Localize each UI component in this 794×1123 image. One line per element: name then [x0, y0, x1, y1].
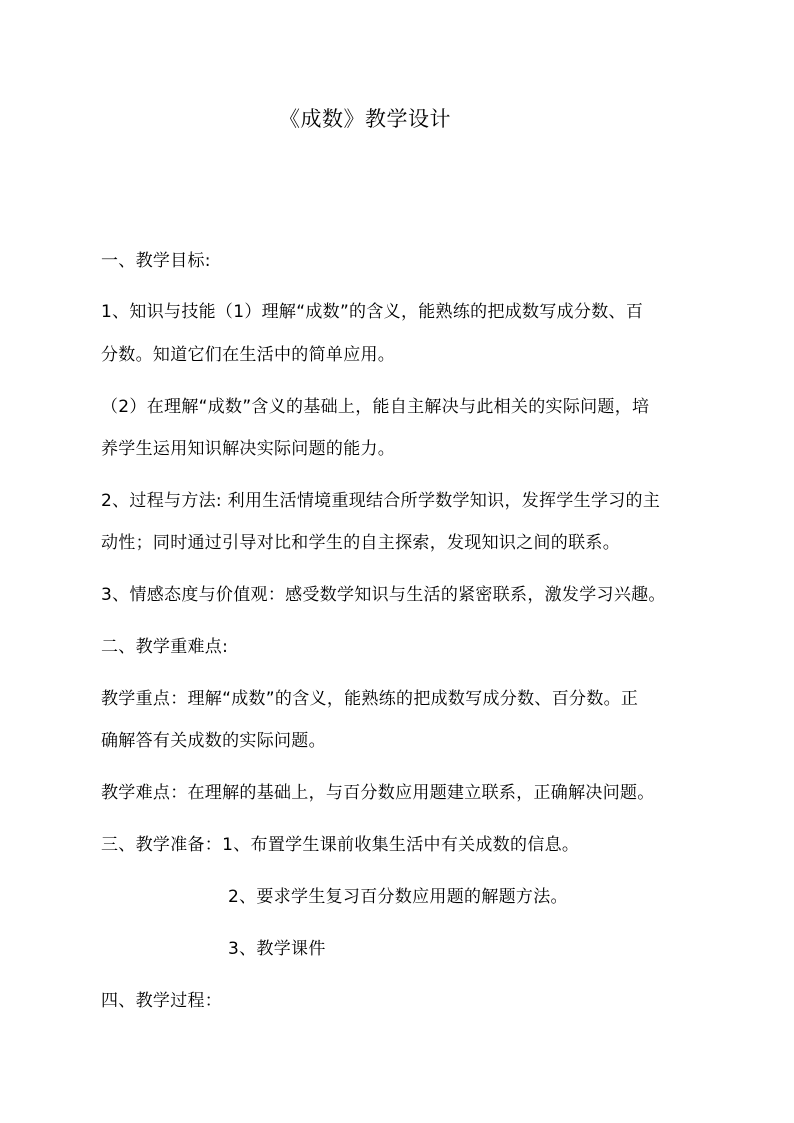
document-title: 《成数》教学设计 — [279, 107, 451, 131]
paragraph-line: 分数。知道它们在生活中的简单应用。 — [101, 345, 396, 365]
paragraph-line: 2、过程与方法: 利用生活情境重现结合所学数学知识，发挥学生学习的主 — [101, 491, 661, 511]
paragraph-line: 养学生运用知识解决实际问题的能力。 — [101, 439, 396, 459]
section-heading-key-points: 二、教学重难点: — [101, 637, 229, 657]
section-heading-process: 四、教学过程： — [101, 991, 223, 1011]
paragraph-line: 3、情感态度与价值观：感受数学知识与生活的紧密联系，激发学习兴趣。 — [101, 585, 666, 605]
paragraph-line: 教学难点：在理解的基础上，与百分数应用题建立联系，正确解决问题。 — [101, 783, 655, 803]
paragraph-line: 教学重点：理解“成数”的含义，能熟练的把成数写成分数、百分数。正 — [101, 689, 639, 709]
paragraph-line: 动性；同时通过引导对比和学生的自主探索，发现知识之间的联系。 — [101, 533, 620, 553]
section-heading-preparation: 三、教学准备：1、布置学生课前收集生活中有关成数的信息。 — [101, 835, 580, 855]
preparation-item: 3、教学课件 — [228, 939, 326, 959]
paragraph-line: （2）在理解“成数”含义的基础上，能自主解决与此相关的实际问题，培 — [101, 397, 650, 417]
paragraph-line: 1、知识与技能（1）理解“成数”的含义，能熟练的把成数写成分数、百 — [101, 302, 644, 322]
preparation-item: 2、要求学生复习百分数应用题的解题方法。 — [228, 887, 568, 907]
paragraph-line: 确解答有关成数的实际问题。 — [101, 731, 326, 751]
section-heading-goals: 一、教学目标: — [101, 251, 211, 271]
